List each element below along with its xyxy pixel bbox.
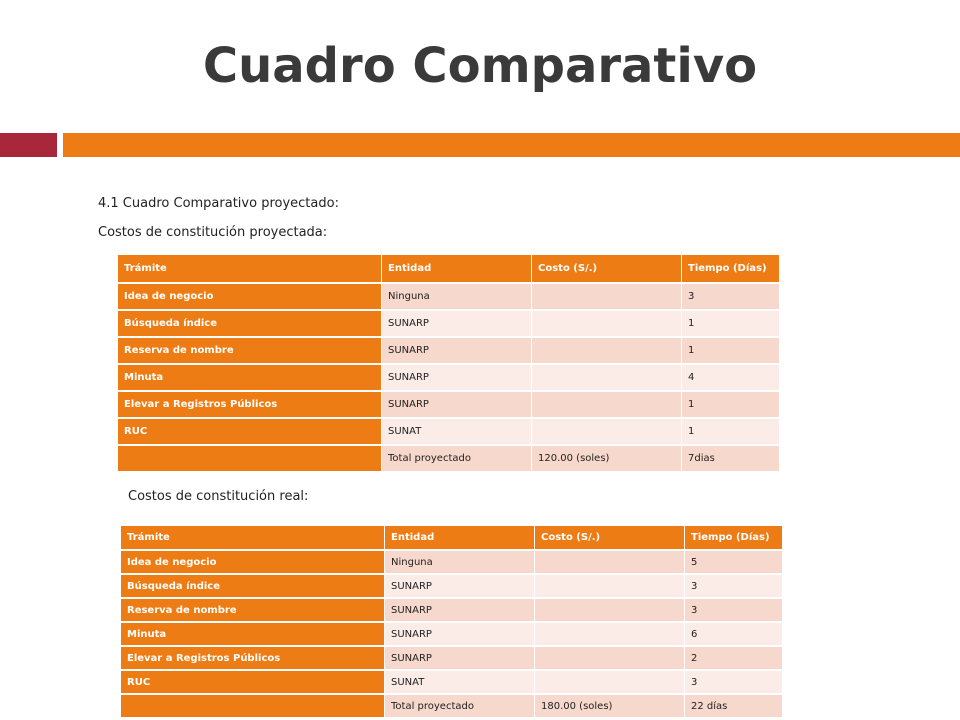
table-cell: Total proyectado	[382, 446, 532, 473]
table-cell: SUNARP	[382, 392, 532, 419]
row-header-cell: Elevar a Registros Públicos	[118, 392, 382, 419]
table-row	[121, 671, 783, 695]
row-header-cell: Búsqueda índice	[121, 575, 385, 599]
real-caption: Costos de constitución real:	[128, 489, 309, 504]
title-accent-orange-bar	[63, 133, 960, 157]
real-costs-table	[121, 526, 783, 719]
table-cell: SUNAT	[382, 419, 532, 446]
column-header: Trámite	[118, 255, 382, 284]
table-cell: 7dias	[682, 446, 780, 473]
row-header-cell: Reserva de nombre	[118, 338, 382, 365]
row-header-cell: Idea de negocio	[121, 551, 385, 575]
row-header-cell: Elevar a Registros Públicos	[121, 647, 385, 671]
table-cell	[532, 365, 682, 392]
row-header-cell: Búsqueda índice	[118, 311, 382, 338]
table-cell: 1	[682, 419, 780, 446]
table-cell: SUNARP	[382, 365, 532, 392]
table-cell	[532, 392, 682, 419]
table-cell: 3	[685, 575, 783, 599]
table-row	[121, 647, 783, 671]
table-cell	[535, 599, 685, 623]
table-cell: 4	[682, 365, 780, 392]
column-header: Entidad	[382, 255, 532, 284]
table-cell	[532, 284, 682, 311]
projected-caption: Costos de constitución proyectada:	[98, 225, 328, 240]
table-cell	[532, 311, 682, 338]
table-cell	[535, 575, 685, 599]
table-cell: SUNARP	[382, 311, 532, 338]
row-header-cell: Idea de negocio	[118, 284, 382, 311]
table-cell: 3	[685, 599, 783, 623]
row-header-cell: RUC	[121, 671, 385, 695]
row-header-cell: RUC	[118, 419, 382, 446]
table-row	[118, 419, 780, 446]
table-cell	[535, 623, 685, 647]
column-header: Trámite	[121, 526, 385, 551]
section-heading: 4.1 Cuadro Comparativo proyectado:	[98, 196, 339, 211]
table-row	[118, 365, 780, 392]
table-cell: SUNARP	[385, 647, 535, 671]
column-header: Entidad	[385, 526, 535, 551]
table-cell: 6	[685, 623, 783, 647]
projected-costs-table	[118, 255, 780, 473]
column-header: Tiempo (Días)	[685, 526, 783, 551]
table-cell	[535, 671, 685, 695]
table-row	[118, 284, 780, 311]
table-row	[121, 551, 783, 575]
row-header-cell: Minuta	[118, 365, 382, 392]
table-cell: SUNARP	[385, 575, 535, 599]
table-cell: SUNAT	[385, 671, 535, 695]
table-row	[118, 338, 780, 365]
row-header-cell	[121, 695, 385, 719]
table-cell: Ninguna	[382, 284, 532, 311]
table-row	[118, 392, 780, 419]
table-cell: 1	[682, 311, 780, 338]
table-cell: 120.00 (soles)	[532, 446, 682, 473]
slide-title: Cuadro Comparativo	[202, 38, 758, 94]
table-cell: 2	[685, 647, 783, 671]
title-accent-red-bar	[0, 133, 57, 157]
table-cell: 3	[685, 671, 783, 695]
row-header-cell	[118, 446, 382, 473]
table-header-row	[121, 526, 783, 551]
row-header-cell: Reserva de nombre	[121, 599, 385, 623]
table-header-row	[118, 255, 780, 284]
table-cell: SUNARP	[385, 599, 535, 623]
table-row	[118, 311, 780, 338]
table-cell	[532, 338, 682, 365]
table-row	[121, 575, 783, 599]
table-row	[121, 623, 783, 647]
table-cell: 3	[682, 284, 780, 311]
table-row	[118, 446, 780, 473]
table-cell	[532, 419, 682, 446]
table-row	[121, 695, 783, 719]
row-header-cell: Minuta	[121, 623, 385, 647]
table-cell: 180.00 (soles)	[535, 695, 685, 719]
column-header: Costo (S/.)	[535, 526, 685, 551]
table-cell: 1	[682, 338, 780, 365]
column-header: Tiempo (Días)	[682, 255, 780, 284]
table-cell	[535, 551, 685, 575]
table-cell: Ninguna	[385, 551, 535, 575]
table-cell: SUNARP	[382, 338, 532, 365]
table-cell: Total proyectado	[385, 695, 535, 719]
table-cell: 5	[685, 551, 783, 575]
table-cell: 22 días	[685, 695, 783, 719]
table-cell: 1	[682, 392, 780, 419]
table-row	[121, 599, 783, 623]
table-cell	[535, 647, 685, 671]
table-cell: SUNARP	[385, 623, 535, 647]
column-header: Costo (S/.)	[532, 255, 682, 284]
